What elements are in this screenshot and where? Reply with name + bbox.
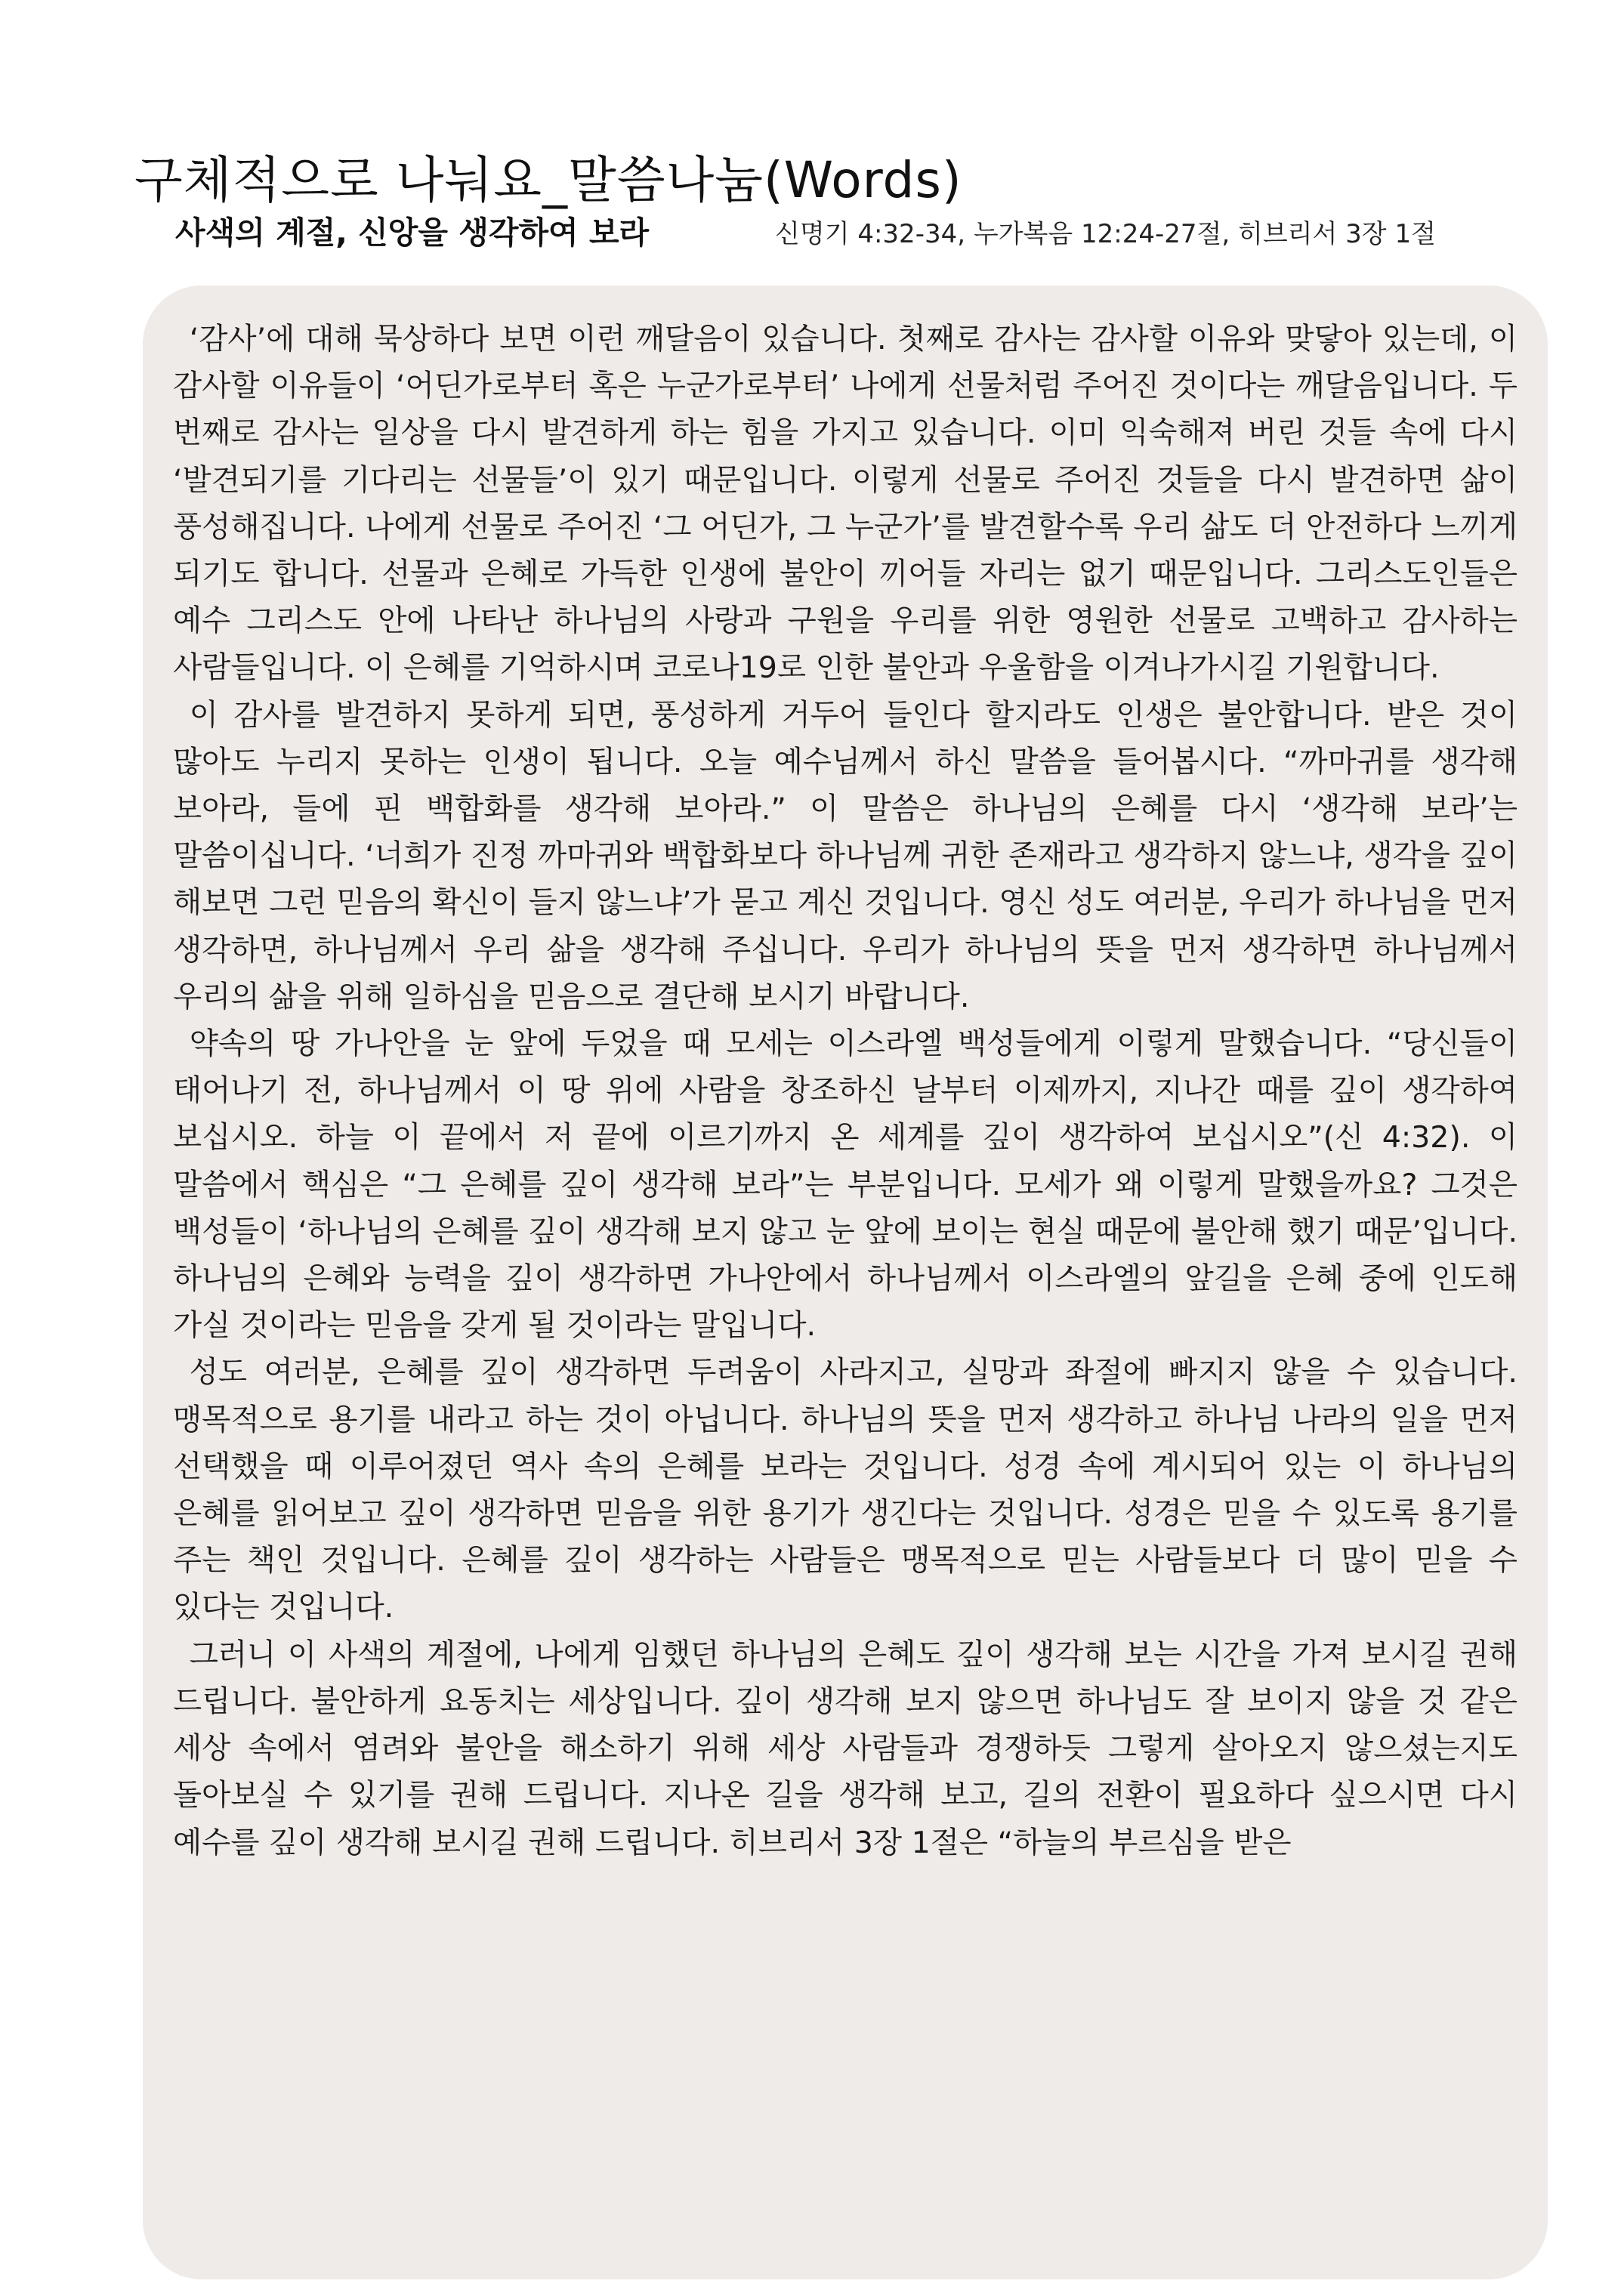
- body-paragraph: 약속의 땅 가나안을 눈 앞에 두었을 때 모세는 이스라엘 백성들에게 이렇게 말했습니다. “당신들이 태어나기 전, 하나님께서 이 땅 위에 사람을 창조하신 날부터 이제까지, 지나간 때를 깊이 생각하여 보십시오. 하늘 이 끝에서 저 끝에 이르기까지 온 세계를 깊이 생각하여 보십시오”(신 4:32). 이 말씀에서 핵심은 “그 은혜를 깊이 생각해 보라”는 부분입니다. 모세가 왜 이렇게 말했을까요? 그것은 백성들이 ‘하나님의 은혜를 깊이 생각해 보지 않고 눈 앞에 보이는 현실 때문에 불안해 했기 때문’입니다. 하나님의 은혜와 능력을 깊이 생각하면 가나안에서 하나님께서 이스라엘의 앞길을 은혜 중에 인도해 가실 것이라는 믿음을 갖게 될 것이라는 말입니다.: [173, 1026, 1517, 1344]
- scripture-reference: 신명기 4:32-34, 누가복음 12:24-27절, 히브리서 3장 1절: [775, 219, 1436, 249]
- sermon-body-text: [173, 316, 1517, 1866]
- sermon-body-box: [143, 285, 1548, 2279]
- page-heading: 구체적으로 나눠요_말씀나눔(Words): [134, 151, 962, 210]
- body-paragraph: 이 감사를 발견하지 못하게 되면, 풍성하게 거두어 들인다 할지라도 인생은 불안합니다. 받은 것이 많아도 누리지 못하는 인생이 됩니다. 오늘 예수님께서 하신 말씀을 들어봅시다. “까마귀를 생각해 보아라, 들에 핀 백합화를 생각해 보아라.” 이 말씀은 하나님의 은혜를 다시 ‘생각해 보라’는 말씀이십니다. ‘너희가 진정 까마귀와 백합화보다 하나님께 귀한 존재라고 생각하지 않느냐, 생각을 깊이 해보면 그런 믿음의 확신이 들지 않느냐’가 묻고 계신 것입니다. 영신 성도 여러분, 우리가 하나님을 먼저 생각하면, 하나님께서 우리 삶을 생각해 주십니다. 우리가 하나님의 뜻을 먼저 생각하면 하나님께서 우리의 삶을 위해 일하심을 믿음으로 결단해 보시기 바랍니다.: [173, 697, 1517, 1014]
- body-paragraph: 그러니 이 사색의 계절에, 나에게 임했던 하나님의 은혜도 깊이 생각해 보는 시간을 가져 보시길 권해 드립니다. 불안하게 요동치는 세상입니다. 깊이 생각해 보지 않으면 하나님도 잘 보이지 않을 것 같은 세상 속에서 염려와 불안을 해소하기 위해 세상 사람들과 경쟁하듯 그렇게 살아오지 않으셨는지도 돌아보실 수 있기를 권해 드립니다. 지나온 길을 생각해 보고, 길의 전환이 필요하다 싶으시면 다시 예수를 깊이 생각해 보시길 권해 드립니다. 히브리서 3장 1절은 “하늘의 부르심을 받은: [173, 1637, 1517, 1860]
- body-paragraph: 성도 여러분, 은혜를 깊이 생각하면 두려움이 사라지고, 실망과 좌절에 빠지지 않을 수 있습니다. 맹목적으로 용기를 내라고 하는 것이 아닙니다. 하나님의 뜻을 먼저 생각하고 하나님 나라의 일을 먼저 선택했을 때 이루어졌던 역사 속의 은혜를 보라는 것입니다. 성경 속에 계시되어 있는 이 하나님의 은혜를 읽어보고 깊이 생각하면 믿음을 위한 용기가 생긴다는 것입니다. 성경은 믿을 수 있도록 용기를 주는 책인 것입니다. 은혜를 깊이 생각하는 사람들은 맹목적으로 믿는 사람들보다 더 많이 믿을 수 있다는 것입니다.: [173, 1355, 1517, 1625]
- body-paragraph: ‘감사’에 대해 묵상하다 보면 이런 깨달음이 있습니다. 첫째로 감사는 감사할 이유와 맞닿아 있는데, 이 감사할 이유들이 ‘어딘가로부터 혹은 누군가로부터’ 나에게 선물처럼 주어진 것이다는 깨달음입니다. 두 번째로 감사는 일상을 다시 발견하게 하는 힘을 가지고 있습니다. 이미 익숙해져 버린 것들 속에 다시 ‘발견되기를 기다리는 선물들’이 있기 때문입니다. 이렇게 선물로 주어진 것들을 다시 발견하면 삶이 풍성해집니다. 나에게 선물로 주어진 ‘그 어딘가, 그 누군가’를 발견할수록 우리 삶도 더 안전하다 느끼게 되기도 합니다. 선물과 은혜로 가득한 인생에 불안이 끼어들 자리는 없기 때문입니다. 그리스도인들은 예수 그리스도 안에 나타난 하나님의 사랑과 구원을 우리를 위한 영원한 선물로 고백하고 감사하는 사람들입니다. 이 은혜를 기억하시며 코로나19로 인한 불안과 우울함을 이겨나가시길 기원합니다.: [173, 322, 1517, 686]
- sermon-title: 사색의 계절, 신앙을 생각하여 보라: [175, 214, 650, 251]
